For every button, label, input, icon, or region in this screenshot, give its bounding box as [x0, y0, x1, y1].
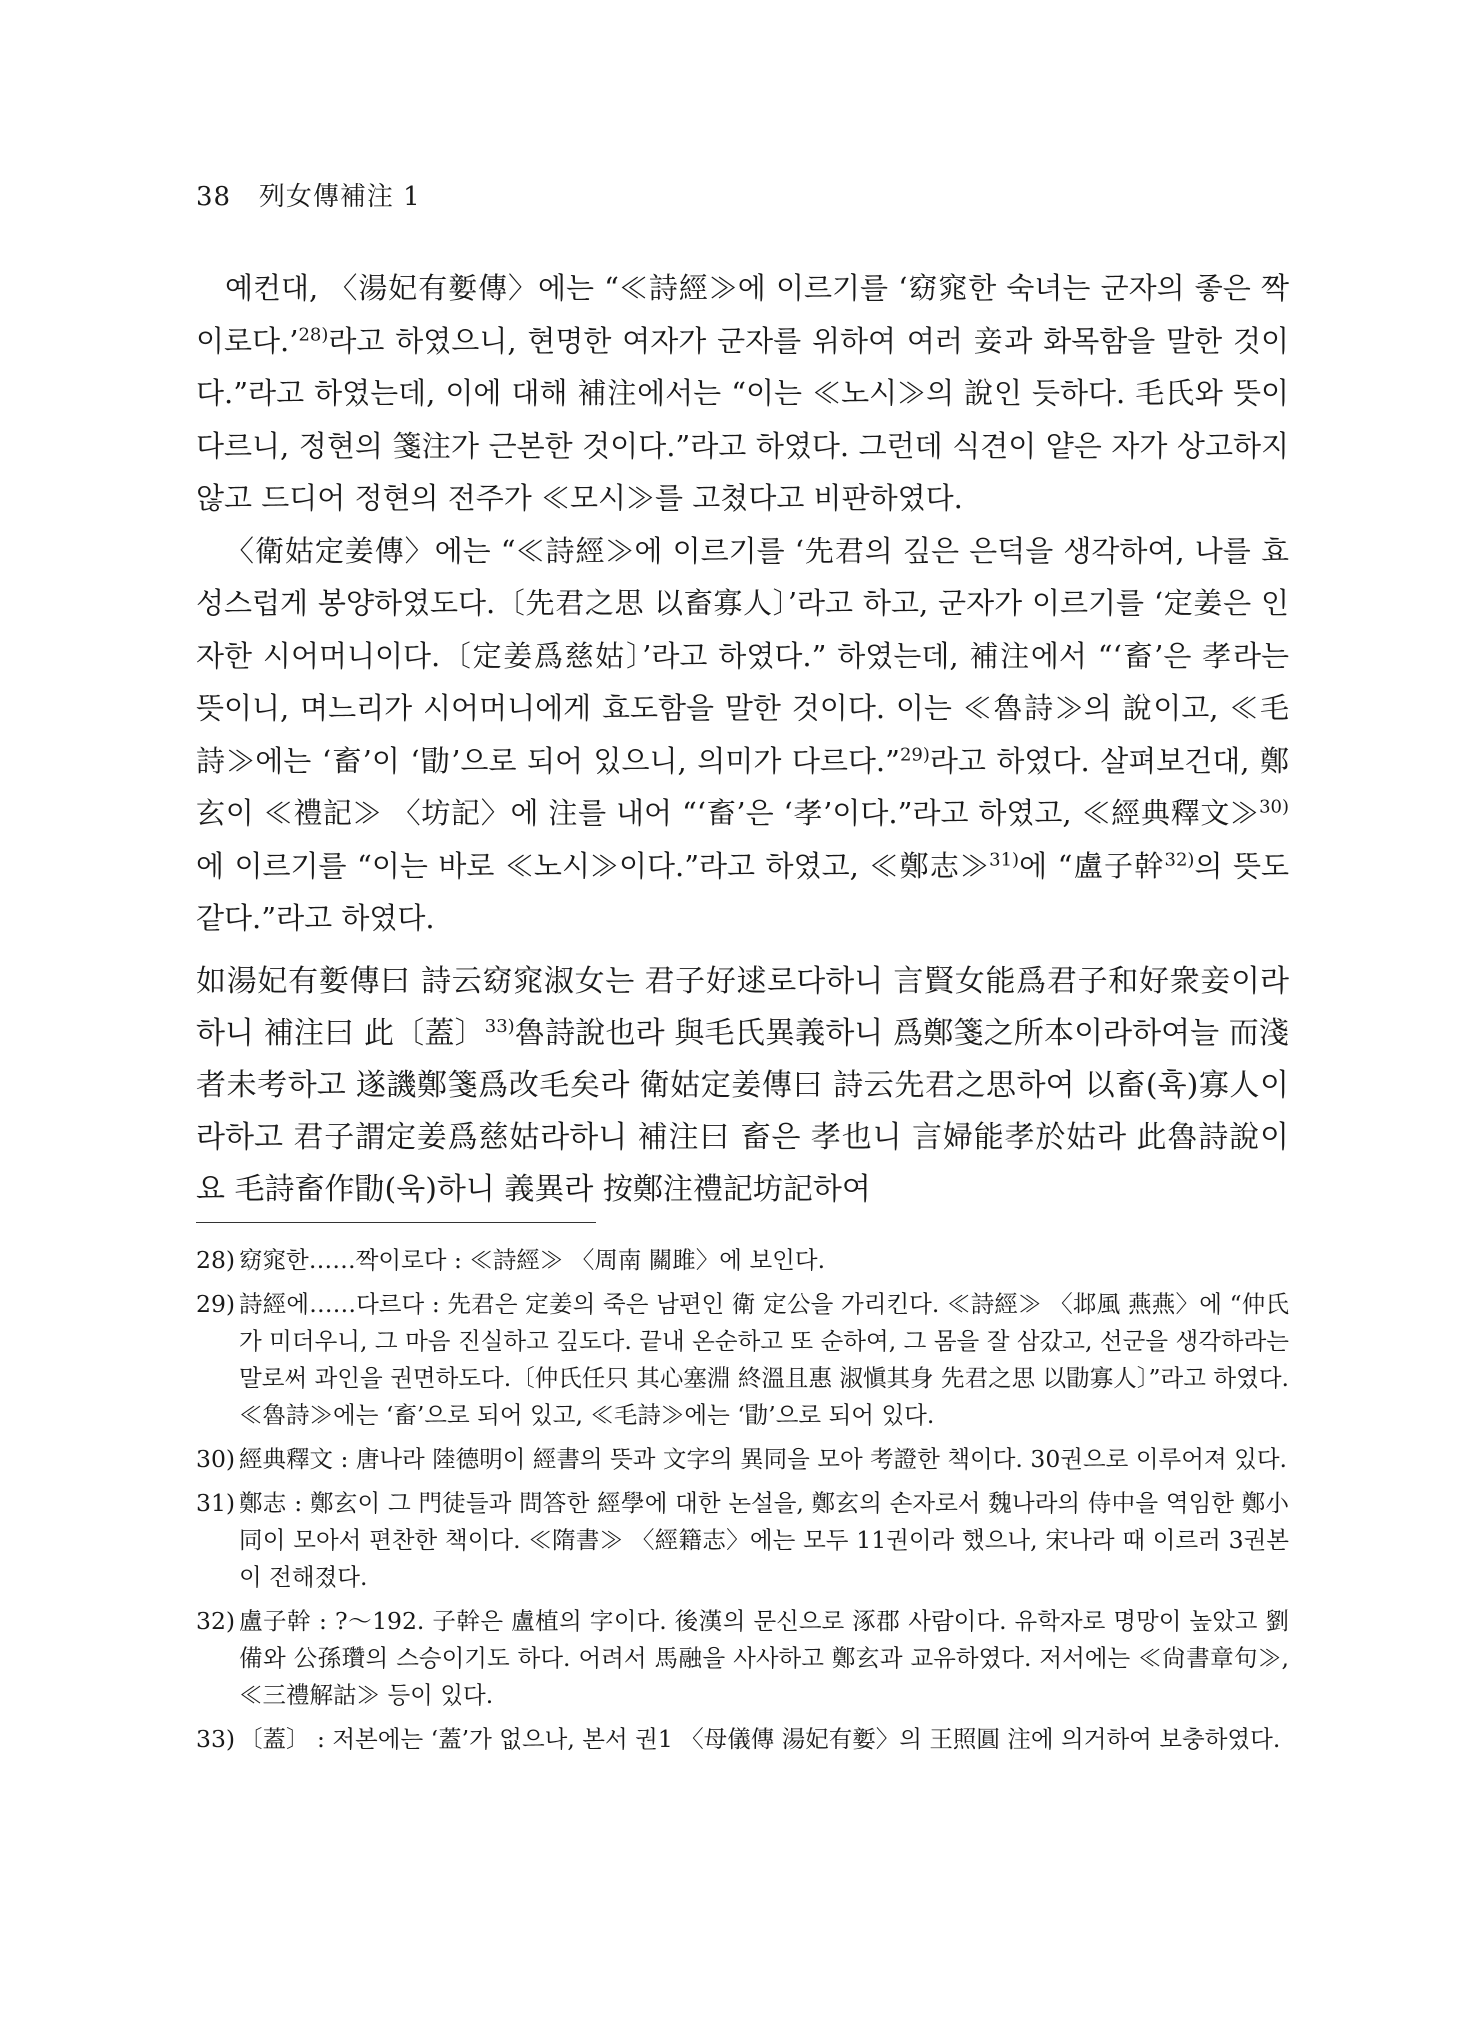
footnote-text: 窈窕한……짝이로다 : ≪詩經≫ 〈周南 關雎〉에 보인다.: [239, 1246, 826, 1274]
footnote-ref-32[interactable]: 32): [1164, 848, 1195, 870]
footnote: [196, 1485, 1289, 1596]
footnote-ref-33[interactable]: 33): [484, 1016, 515, 1037]
footnote: [196, 1242, 1289, 1279]
original-text: [196, 956, 1289, 1216]
footnote-number: 33): [196, 1725, 236, 1753]
translation-paragraph: 〈衛姑定姜傳〉에는 “≪詩經≫에 이르기를 ‘先君의 깊은 은덕을 생각하여, 나를 효성스럽게 봉양하였도다.〔先君之思 以畜寡人〕’라고 하고, 군자가 이르기를 ‘定姜은 인자한 시어머니이다.〔定姜爲慈姑〕’라고 하였다.” 하였는데, 補注에서 “‘畜’은 孝라는 뜻이니, 며느리가 시어머니에게 효도함을 말한 것이다. 이는 ≪魯詩≫의 說이고, ≪毛詩≫에는 ‘畜’이 ‘勖’으로 되어 있으니, 의미가 다르다.”$^{29)}$라고 하였다. 살펴보건대, 鄭玄이 ≪禮記≫ 〈坊記〉에 注를 내어 “‘畜’은 ‘孝’이다.”라고 하였고, ≪經典釋文≫$^{30)}$에 이르기를 “이는 바로 ≪노시≫이다.”라고 하였고, ≪鄭志≫$^{31)}$에 “盧子幹$^{32)}$의 뜻도 같다.”라고 하였다.: [196, 533, 1290, 935]
footnote-text: 經典釋文 : 唐나라 陸德明이 經書의 뜻과 文字의 異同을 모아 考證한 책이다. 30권으로 이루어져 있다.: [239, 1445, 1287, 1473]
footnotes: [196, 1242, 1289, 1765]
footnote-number: 32): [196, 1607, 236, 1635]
footnote-ref-30[interactable]: 30): [1259, 796, 1289, 818]
translation-paragraph: 예컨대, 〈湯妃有㜪傳〉에는 “≪詩經≫에 이르기를 ‘窈窕한 숙녀는 군자의 좋은 짝이로다.’$^{28)}$라고 하였으니, 현명한 여자가 군자를 위하여 여러 妾과 화목함을 말한 것이다.”라고 하였는데, 이에 대해 補注에서는 “이는 ≪노시≫의 說인 듯하다. 毛氏와 뜻이 다르니, 정현의 箋注가 근본한 것이다.”라고 하였다. 그런데 식견이 얕은 자가 상고하지 않고 드디어 정현의 전주가 ≪모시≫를 고쳤다고 비판하였다.: [196, 271, 1289, 515]
footnote: [196, 1603, 1289, 1714]
footnote-text: 盧子幹 : ?～192. 子幹은 盧植의 字이다. 後漢의 문신으로 涿郡 사람이다. 유학자로 명망이 높았고 劉備와 公孫瓚의 스승이기도 하다. 어려서 馬融을 사사하고 鄭玄과 교유하였다. 저서에는 ≪尙書章句≫, ≪三禮解詁≫ 등이 있다.: [239, 1607, 1289, 1709]
footnote-number: 28): [196, 1246, 236, 1274]
page-header: [196, 176, 421, 213]
footnote-ref-29[interactable]: 29): [899, 743, 930, 765]
footnote-number: 31): [196, 1489, 236, 1517]
footnote: [196, 1286, 1289, 1434]
page-number: 38: [196, 182, 232, 212]
running-title: 列女傳補注 1: [258, 182, 421, 212]
footnote-ref-31[interactable]: 31): [989, 848, 1020, 870]
original-text-paragraph: 如湯妃有㜪傳曰 詩云窈窕淑女는 君子好逑로다하니 言賢女能爲君子和好衆妾이라하니 補注曰 此〔蓋〕$^{33)}$魯詩說也라 與毛氏異義하니 爲鄭箋之所本이라하여늘 而淺者未考하고 遂譏鄭箋爲改毛矣라 衛姑定姜傳曰 詩云先君之思하여 以畜(휵)寡人이라하고 君子謂定姜爲慈姑라하니 補注曰 畜은 孝也니 言婦能孝於姑라 此魯詩說이요 毛詩畜作勖(욱)하니 義異라 按鄭注禮記坊記하여: [196, 964, 1289, 1207]
footnote-text: 詩經에……다르다 : 先君은 定姜의 죽은 남편인 衛 定公을 가리킨다. ≪詩經≫ 〈邶風 燕燕〉에 “仲氏가 미더우니, 그 마음 진실하고 깊도다. 끝내 온순하고 또 순하여, 그 몸을 잘 삼갔고, 선군을 생각하라는 말로써 과인을 권면하도다.〔仲氏任只 其心塞淵 終溫且惠 淑愼其身 先君之思 以勖寡人〕”라고 하였다. ≪魯詩≫에는 ‘畜’으로 되어 있고, ≪毛詩≫에는 ‘勖’으로 되어 있다.: [239, 1290, 1289, 1429]
translation-body: [196, 262, 1289, 945]
footnote-text: 鄭志 : 鄭玄이 그 門徒들과 問答한 經學에 대한 논설을, 鄭玄의 손자로서 魏나라의 侍中을 역임한 鄭小同이 모아서 편찬한 책이다. ≪隋書≫ 〈經籍志〉에는 모두 11권이라 했으나, 宋나라 때 이르러 3권본이 전해졌다.: [239, 1489, 1289, 1591]
footnote-number: 30): [196, 1445, 236, 1473]
footnote-number: 29): [196, 1290, 236, 1318]
footnote-text: 〔蓋〕 : 저본에는 ‘蓋’가 없으나, 본서 권1 〈母儀傳 湯妃有㜪〉의 王照圓 注에 의거하여 보충하였다.: [239, 1725, 1281, 1753]
footnote-ref-28[interactable]: 28): [298, 323, 329, 345]
footnote: [196, 1721, 1289, 1758]
footnote: [196, 1441, 1289, 1478]
footnote-divider: [196, 1222, 596, 1223]
